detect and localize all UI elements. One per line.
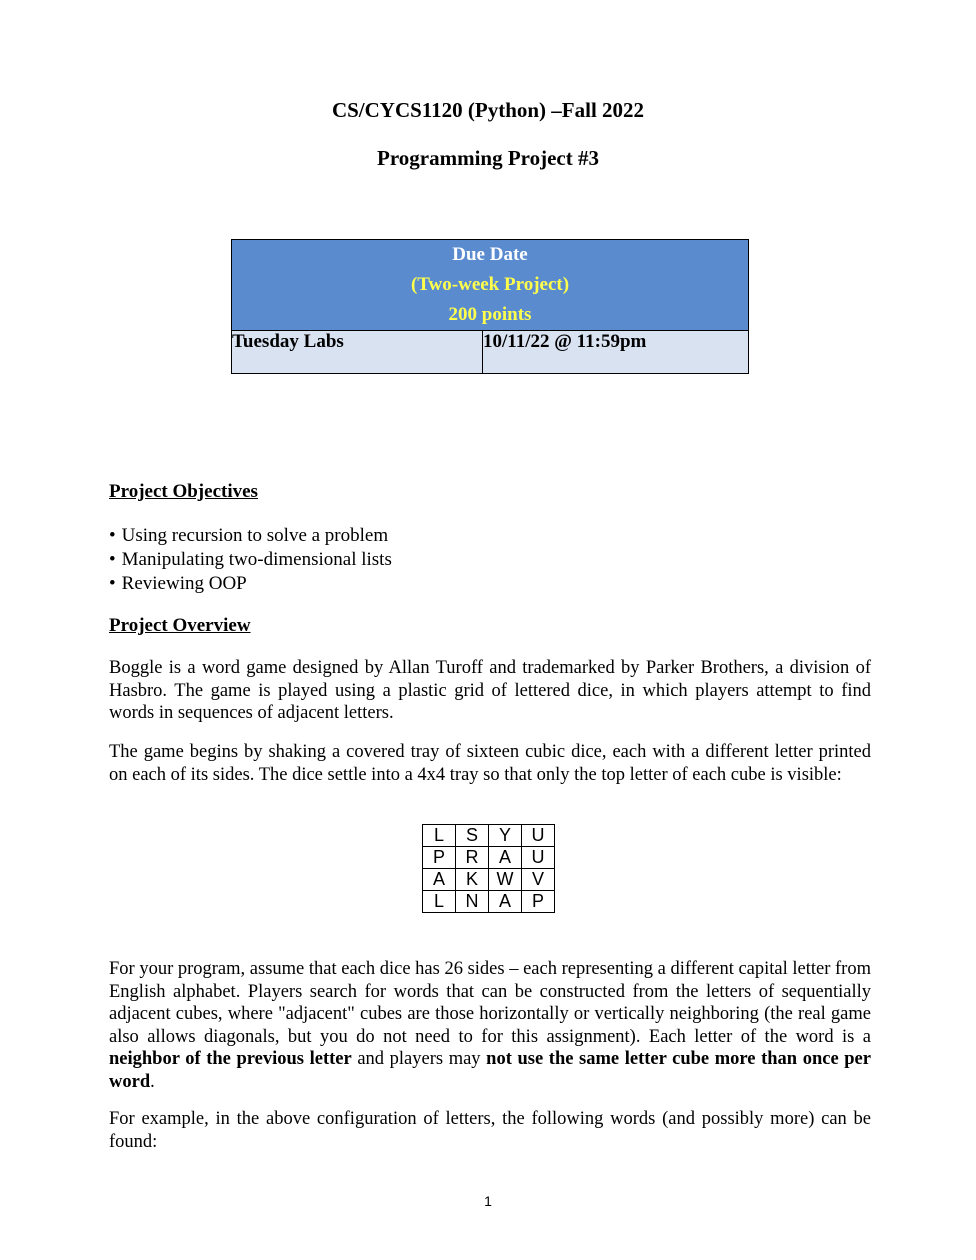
paragraph-text: For your program, assume that each dice has 26 sides – each representing a different capital letter from English alphabet. Players search for words that can be constructed from the letters of sequentially adjacent cubes, where "adjacent" cubes are those horizontally or vertically neighboring (the real game also allows diagonals, but you do not need to for this assignment). Each letter of the word is a	[109, 959, 871, 1047]
paragraph-text: .	[150, 1071, 155, 1092]
lab-label: Tuesday Labs	[232, 331, 483, 374]
project-points: 200 points	[448, 304, 532, 325]
boggle-board	[422, 824, 555, 913]
board-cell: A	[489, 891, 522, 913]
due-date-heading: Due Date	[452, 244, 528, 265]
overview-heading: Project Overview	[109, 615, 251, 636]
board-cell: L	[423, 891, 456, 913]
board-cell: V	[522, 869, 555, 891]
board-cell: P	[423, 847, 456, 869]
board-cell: N	[456, 891, 489, 913]
board-cell: Y	[489, 825, 522, 847]
overview-paragraph-4: For example, in the above configuration of letters, the following words (and possibly more) can be found:	[109, 1109, 871, 1152]
board-cell: S	[456, 825, 489, 847]
paragraph-text: and players may	[351, 1049, 487, 1069]
objectives-list	[109, 524, 392, 596]
project-title: Programming Project #3	[377, 146, 599, 170]
overview-paragraph-2: The game begins by shaking a covered tray of sixteen cubic dice, each with a different letter printed on each of its sides. The dice settle into a 4x4 tray so that only the top letter of each cube is visible:	[109, 742, 871, 785]
due-date-value: 10/11/22 @ 11:59pm	[483, 331, 749, 374]
emphasis-text: not use the same letter cube more than once per word	[109, 1049, 871, 1092]
board-cell: A	[489, 847, 522, 869]
board-cell: W	[489, 869, 522, 891]
board-cell: R	[456, 847, 489, 869]
due-date-header	[232, 240, 749, 331]
objectives-heading: Project Objectives	[109, 481, 258, 502]
list-item: • Manipulating two-dimensional lists	[109, 548, 392, 572]
board-cell: A	[423, 869, 456, 891]
board-cell: K	[456, 869, 489, 891]
course-title: CS/CYCS1120 (Python) –Fall 2022	[331, 98, 645, 122]
board-cell: P	[522, 891, 555, 913]
page-number: 1	[484, 1193, 492, 1209]
project-duration: (Two-week Project)	[410, 274, 570, 295]
overview-paragraph-1: Boggle is a word game designed by Allan Turoff and trademarked by Parker Brothers, a division of Hasbro. The game is played using a plastic grid of lettered dice, in which players attempt to find words in sequences of adjacent letters.	[109, 658, 871, 723]
emphasis-text: neighbor of the previous letter	[109, 1049, 352, 1069]
due-date-table	[231, 239, 749, 374]
board-cell: L	[423, 825, 456, 847]
list-item: • Reviewing OOP	[109, 572, 392, 596]
overview-paragraph-3	[109, 958, 871, 1093]
list-item: • Using recursion to solve a problem	[109, 524, 392, 548]
board-cell: U	[522, 847, 555, 869]
board-cell: U	[522, 825, 555, 847]
